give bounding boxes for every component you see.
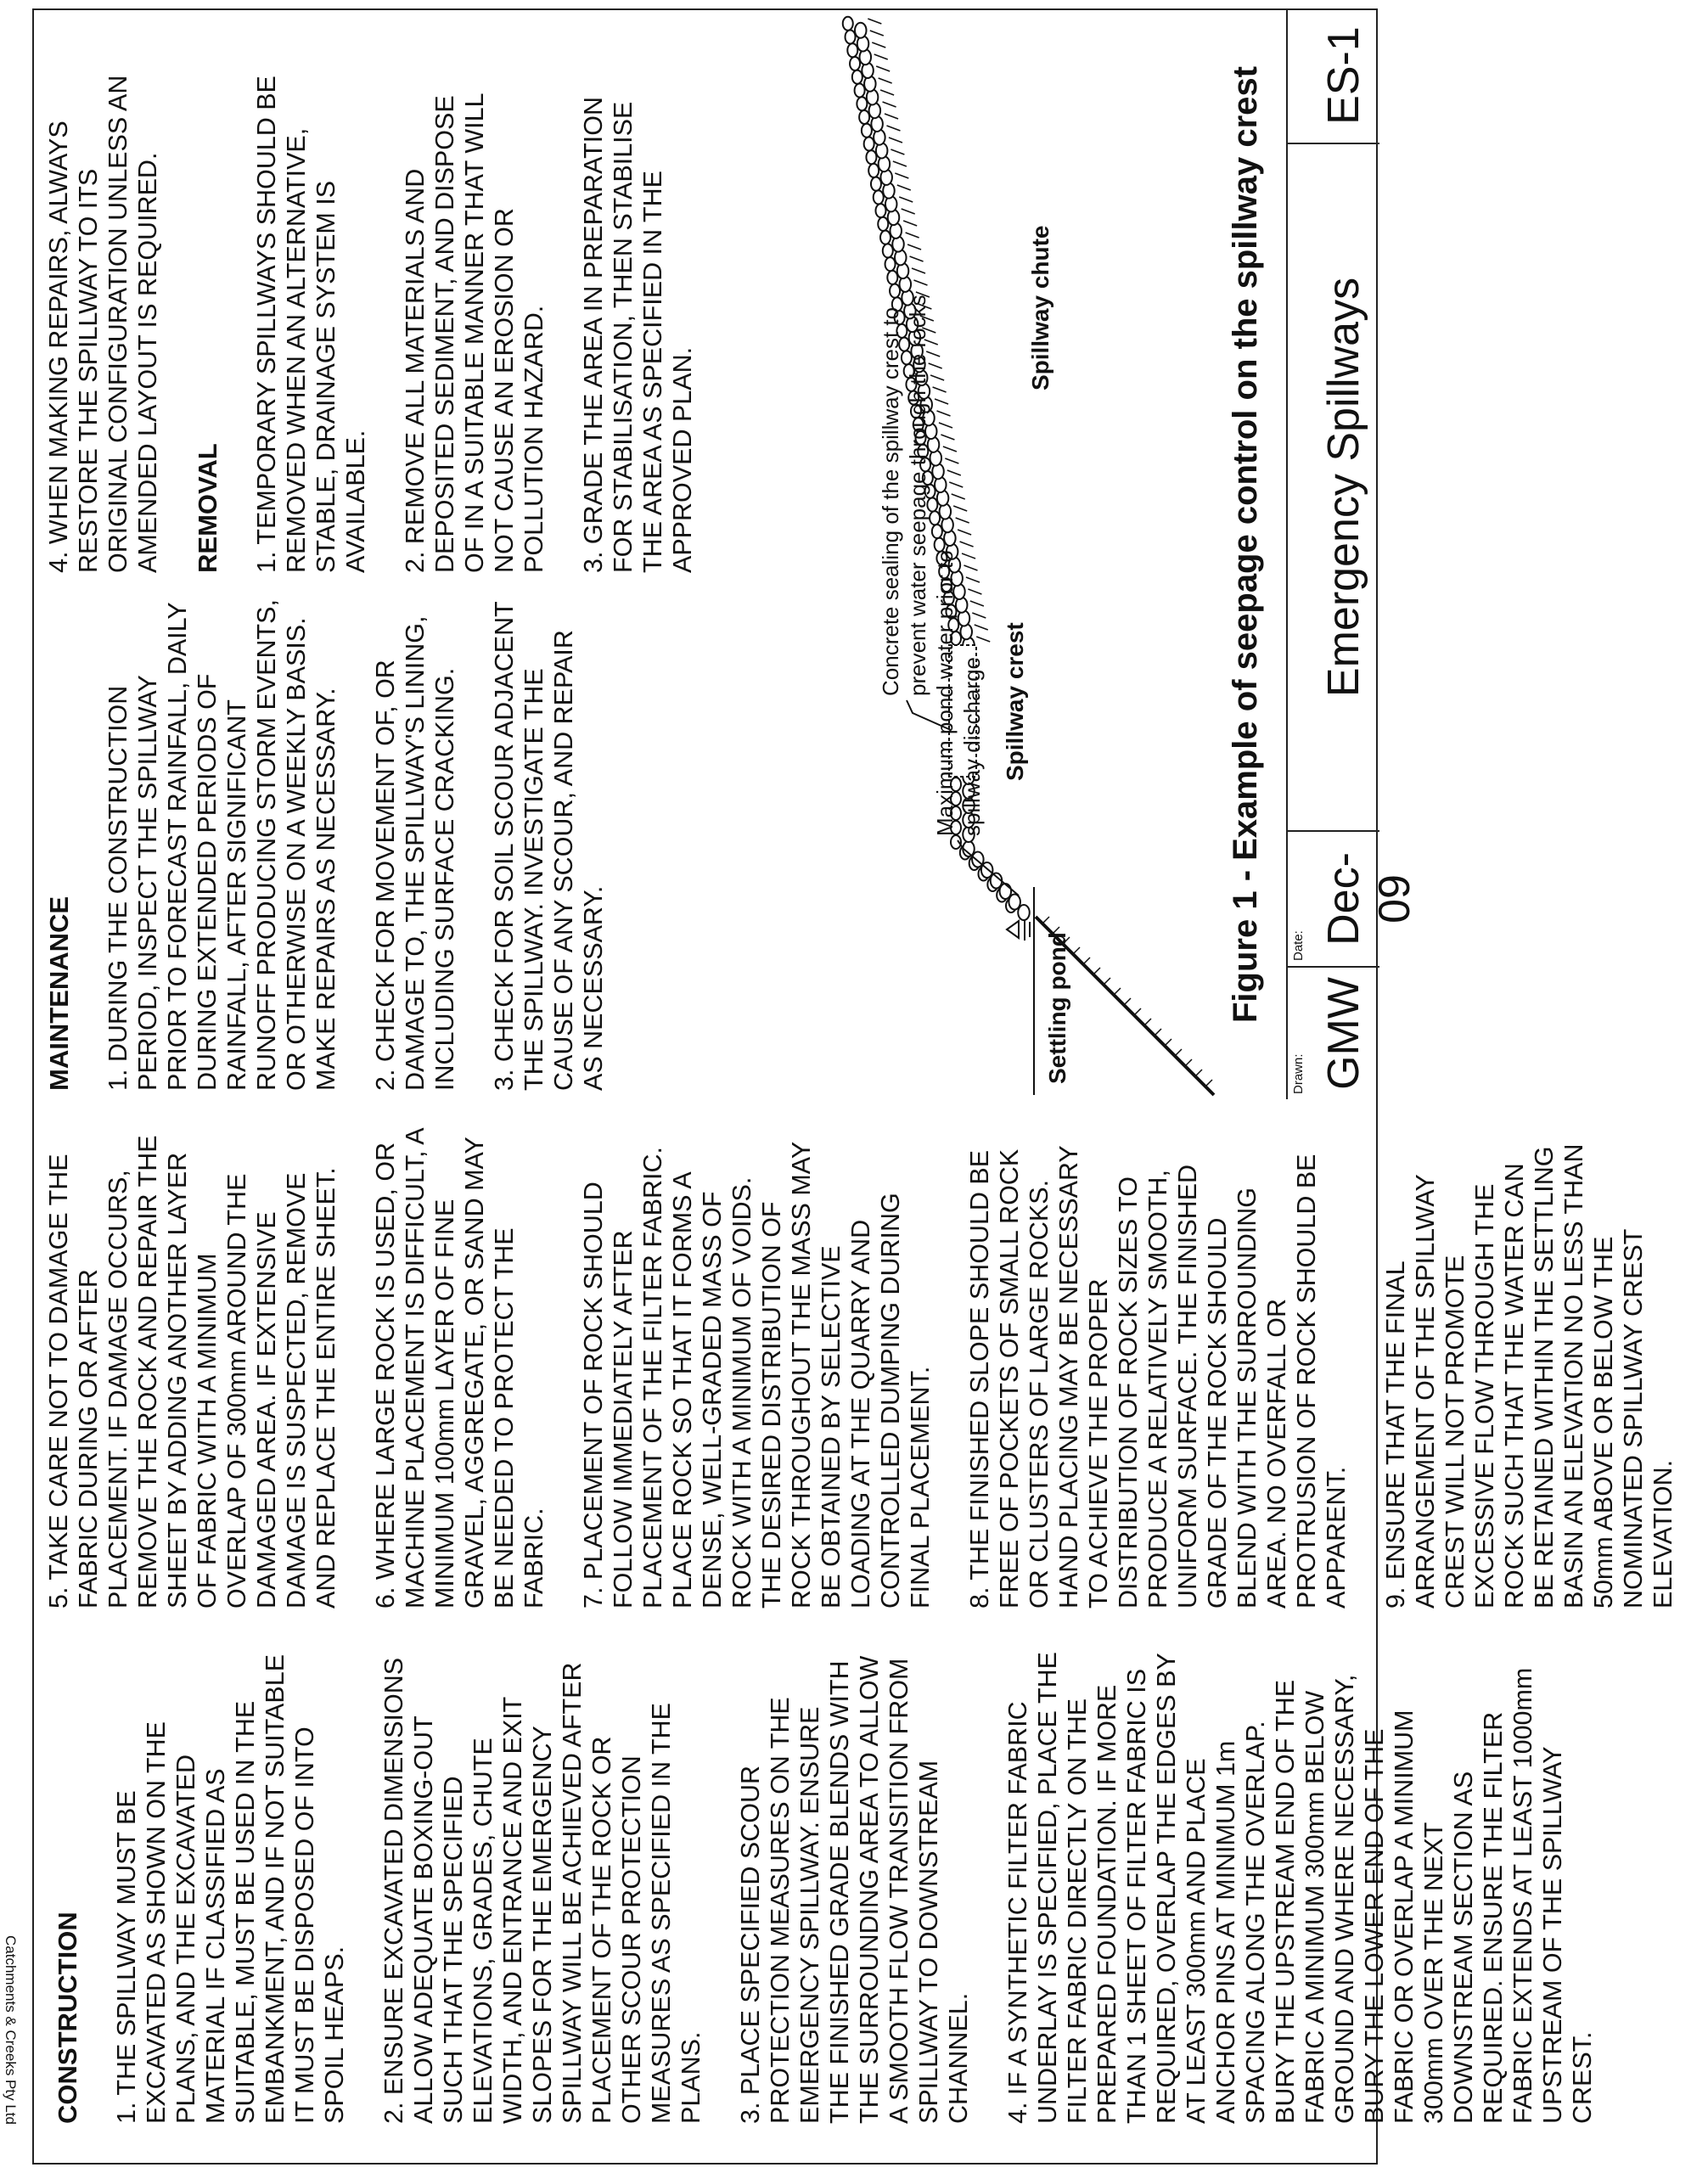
hatch-line bbox=[868, 19, 881, 24]
hatch-line bbox=[949, 482, 963, 487]
drawn-value: GMW bbox=[1319, 977, 1368, 1090]
construction-item: 7. PLACEMENT OF ROCK SHOULD FOLLOW IMMEDIATELY AFTER PLACEMENT OF THE FILTER FABRIC. PLACE ROCK SO THAT IT FORMS A DENSE, WELL-GRADED MASS OF ROCK WITH A MINIMUM OF VOIDS. THE DESIRED DISTRIBUTION OF ROCK THROUGHOUT THE MASS MAY BE OBTAINED BY SELECTIVE LOADING AT THE QUARRY AND CONTROLLED DUMPING DURING FINAL PLACEMENT. bbox=[579, 1142, 935, 1609]
hatch-line bbox=[964, 565, 977, 570]
hatch-line bbox=[960, 542, 974, 547]
hatch-line bbox=[947, 470, 961, 475]
rock bbox=[859, 110, 869, 124]
rock bbox=[887, 271, 897, 284]
pond-water-label-line2: spillway discharge bbox=[959, 657, 985, 836]
date-label: Date: bbox=[1291, 930, 1306, 961]
hatch-line bbox=[885, 114, 898, 119]
credit-text: Catchments & Creeks Pty Ltd bbox=[3, 1935, 19, 2125]
rock bbox=[875, 204, 885, 217]
maintenance-item: 2. CHECK FOR MOVEMENT OF, OR DAMAGE TO, THE SPILLWAY'S LINING, INCLUDING SURFACE CRACKING. bbox=[371, 615, 459, 1091]
hatch-line bbox=[1205, 1080, 1212, 1086]
rock bbox=[855, 83, 865, 97]
construction-item: 2. ENSURE EXCAVATED DIMENSIONS ALLOW ADEQUATE BOXING-OUT SUCH THAT THE SPECIFIED ELEVATIONS, GRADES, CHUTE WIDTH, AND ENTRANCE AND EXIT SLOPES FOR THE EMERGENCY SPILLWAY WILL BE ACHIEVED AFTER PLACEMENT OF THE ROCK OR OTHER SCOUR PROTECTION MEASURES AS SPECIFIED IN THE PLANS. bbox=[379, 1657, 705, 2124]
construction-column-2 bbox=[44, 1125, 1708, 1609]
hatch-line bbox=[880, 90, 894, 95]
rock bbox=[843, 17, 853, 31]
title-cell bbox=[1288, 144, 1379, 832]
hatch-line bbox=[976, 637, 990, 642]
rock bbox=[885, 257, 896, 271]
hatch-line bbox=[1042, 917, 1049, 924]
maintenance-removal-column bbox=[44, 64, 728, 573]
construction-item: 8. THE FINISHED SLOPE SHOULD BE FREE OF POCKETS OF SMALL ROCK OR CLUSTERS OF LARGE ROCKS. HAND PLACING MAY BE NECESSARY TO ACHIEVE THE PROPER DISTRIBUTION OF ROCK SIZES TO PRODUCE A RELATIVELY SMOOTH, UNIFORM SURFACE. THE FINISHED GRADE OF THE ROCK SHOULD BLEND WITH THE SURROUNDING AREA. NO OVERFALL OR PROTRUSION OF ROCK SHOULD BE APPARENT. bbox=[965, 1145, 1351, 1609]
drawing-title: Emergency Spillways bbox=[1319, 277, 1368, 698]
hatch-line bbox=[889, 138, 902, 143]
removal-item: 3. GRADE THE AREA IN PREPARATION FOR STABILISATION, THEN STABILISE THE AREA AS SPECIFIED IN THE APPROVED PLAN. bbox=[579, 96, 697, 573]
rock bbox=[1009, 895, 1020, 910]
water-level-triangle-icon bbox=[1007, 921, 1019, 938]
hatch-line bbox=[1185, 1059, 1192, 1066]
drawn-label: Drawn: bbox=[1291, 1053, 1306, 1094]
rock bbox=[871, 177, 881, 191]
hatch-line bbox=[970, 601, 984, 606]
hatch-line bbox=[1093, 968, 1100, 974]
rock bbox=[850, 57, 860, 70]
hatch-line bbox=[876, 66, 890, 71]
hatch-line bbox=[941, 435, 954, 440]
rock bbox=[932, 525, 942, 538]
drawn-cell bbox=[1288, 968, 1379, 1099]
rock bbox=[1000, 884, 1012, 899]
construction-item: 1. THE SPILLWAY MUST BE EXCAVATED AS SHOWN ON THE PLANS, AND THE EXCAVATED MATERIAL IF CLASSIFIED AS SUITABLE, MUST BE USED IN THE EMBANKMENT, AND IF NOT SUITABLE IT MUST BE DISPOSED OF INTO SPOIL HEAPS. bbox=[112, 1654, 349, 2124]
rock bbox=[930, 511, 940, 525]
rock bbox=[855, 23, 867, 38]
construction-heading: CONSTRUCTION bbox=[53, 1912, 82, 2124]
removal-item: 1. TEMPORARY SPILLWAYS SHOULD BE REMOVED WHEN AN ALTERNATIVE, STABLE, DRAINAGE SYSTEM IS AVAILABLE. bbox=[252, 76, 370, 573]
hatch-line bbox=[883, 102, 896, 107]
hatch-line bbox=[913, 280, 927, 285]
hatch-line bbox=[1083, 957, 1090, 964]
hatch-line bbox=[1124, 998, 1131, 1005]
maintenance-heading: MAINTENANCE bbox=[44, 896, 74, 1091]
hatch-line bbox=[874, 54, 888, 59]
construction-column-1 bbox=[53, 1648, 1627, 2124]
hatch-line bbox=[975, 625, 988, 630]
rock bbox=[883, 244, 893, 257]
maintenance-item: 1. DURING THE CONSTRUCTION PERIOD, INSPECT THE SPILLWAY PRIOR TO FORECAST RAINFALL, DAILY DURING EXTENDED PERIODS OF RAINFALL, AFTER SIGNIFICANT RUNOFF PRODUCING STORM EVENTS, OR OTHERWISE ON A WEEKLY BASIS. MAKE REPAIRS AS NECESSARY. bbox=[104, 599, 340, 1091]
settling-pond-label: Settling pond bbox=[1044, 932, 1070, 1084]
maintenance-column bbox=[44, 598, 638, 1091]
hatch-line bbox=[966, 577, 980, 582]
hatch-line bbox=[945, 458, 958, 463]
hatch-line bbox=[879, 78, 892, 83]
date-cell bbox=[1288, 832, 1419, 968]
hatch-line bbox=[1104, 978, 1110, 985]
rock bbox=[935, 538, 945, 552]
concrete-label-line1: Concrete sealing of the spillway crest to bbox=[878, 306, 903, 696]
hatch-line bbox=[930, 375, 944, 380]
hatch-line bbox=[972, 613, 986, 618]
hatch-line bbox=[935, 399, 948, 404]
hatch-line bbox=[1155, 1029, 1161, 1036]
drawing-code: ES-1 bbox=[1319, 26, 1368, 125]
hatch-line bbox=[1114, 988, 1121, 995]
hatch-line bbox=[1073, 947, 1080, 954]
construction-item: 4. IF A SYNTHETIC FILTER FABRIC UNDERLAY IS SPECIFIED, PLACE THE FILTER FABRIC DIRECTLY ON THE PREPARED FOUNDATION. IF MORE THAN 1 SHEET OF FILTER FABRIC IS REQUIRED, OVERLAP THE EDGES BY AT LEAST 300mm AND PLACE ANCHOR PINS AT MINIMUM 1m SPACING ALONG THE OVERLAP. BURY THE UPSTREAM END OF THE FABRIC A MINIMUM 300mm BELOW GROUND AND WHERE NECESSARY, BURY THE LOWER END OF THE FABRIC OR OVERLAP A MINIMUM 300mm OVER THE NEXT DOWNSTREAM SECTION AS REQUIRED. ENSURE THE FILTER FABRIC EXTENDS AT LEAST 1000mm UPSTREAM OF THE SPILLWAY CREST. bbox=[1003, 1652, 1597, 2124]
hatch-line bbox=[1165, 1039, 1171, 1046]
rock bbox=[846, 30, 856, 43]
code-cell bbox=[1288, 8, 1379, 144]
rock bbox=[847, 43, 857, 57]
construction-item: 5. TAKE CARE NOT TO DAMAGE THE FABRIC DURING OR AFTER PLACEMENT. IF DAMAGE OCCURS, REMOVE THE ROCK AND REPAIR THE SHEET BY ADDING ANOTHER LAYER OF FABRIC WITH A MINIMUM OVERLAP OF 300mm AROUND THE DAMAGED AREA. IF EXTENSIVE DAMAGE IS SUSPECTED, REMOVE AND REPLACE THE ENTIRE SHEET. bbox=[44, 1135, 340, 1609]
hatch-line bbox=[897, 185, 911, 190]
hatch-line bbox=[968, 589, 981, 594]
hatch-line bbox=[933, 387, 947, 392]
hatch-line bbox=[937, 411, 951, 416]
removal-heading: REMOVAL bbox=[193, 443, 222, 573]
hatch-line bbox=[939, 423, 952, 428]
hatch-line bbox=[952, 494, 965, 499]
rock bbox=[857, 97, 867, 110]
hatch-line bbox=[912, 268, 925, 273]
hatch-line bbox=[891, 149, 904, 154]
spillway-chute-label: Spillway chute bbox=[1027, 225, 1053, 390]
hatch-line bbox=[899, 197, 913, 202]
pond-water-label-line1: Maximum pond water prior to bbox=[932, 550, 958, 836]
title-block bbox=[1286, 8, 1419, 1099]
hatch-line bbox=[870, 31, 884, 36]
hatch-line bbox=[929, 363, 942, 368]
hatch-line bbox=[1134, 1008, 1141, 1015]
hatch-line bbox=[1175, 1049, 1182, 1056]
spillway-crest-label: Spillway crest bbox=[1002, 622, 1028, 781]
hatch-line bbox=[958, 530, 971, 535]
rock bbox=[890, 284, 900, 298]
hatch-line bbox=[895, 173, 908, 178]
hatch-line bbox=[893, 161, 907, 166]
hatch-line bbox=[943, 446, 957, 452]
hatch-line bbox=[872, 42, 885, 48]
date-value: Dec-09 bbox=[1319, 852, 1419, 946]
hatch-line bbox=[910, 256, 924, 261]
hatch-line bbox=[903, 221, 917, 226]
removal-item: 2. REMOVE ALL MATERIALS AND DEPOSITED SEDIMENT, AND DISPOSE OF IN A SUITABLE MANNER THAT WILL NOT CAUSE AN EROSION OR POLLUTION HAZARD. bbox=[401, 93, 548, 573]
rock bbox=[852, 70, 862, 84]
hatch-line bbox=[953, 506, 967, 511]
construction-item: 3. PLACE SPECIFIED SCOUR PROTECTION MEASURES ON THE EMERGENCY SPILLWAY. ENSURE THE FINISHED GRADE BLENDS WITH THE SURROUNDING AREA TO ALLOW A SMOOTH FLOW TRANSITION FROM SPILLWAY TO DOWNSTREAM CHANNEL. bbox=[736, 1655, 973, 2124]
rock bbox=[874, 190, 884, 204]
hatch-line bbox=[907, 244, 921, 250]
hatch-line bbox=[1144, 1019, 1151, 1025]
rock bbox=[878, 217, 888, 231]
hatch-line bbox=[1195, 1070, 1202, 1076]
hatch-line bbox=[902, 209, 915, 214]
rock bbox=[1018, 905, 1030, 920]
hatch-line bbox=[956, 518, 969, 523]
construction-item: 9. ENSURE THAT THE FINAL ARRANGEMENT OF THE SPILLWAY CREST WILL NOT PROMOTE EXCESSIVE FLOW THROUGH THE ROCK SUCH THAT THE WATER CAN BE RETAINED WITHIN THE SETTLING BASIN AN ELEVATION NO LESS THAN 50mm ABOVE OR BELOW THE NOMINATED SPILLWAY CREST ELEVATION. bbox=[1381, 1143, 1677, 1609]
rock bbox=[868, 164, 879, 177]
concrete-label-line2: prevent water seepage through the rocks bbox=[905, 295, 930, 696]
maintenance-item: 3. CHECK FOR SOIL SCOUR ADJACENT THE SPILLWAY. INVESTIGATE THE CAUSE OF ANY SCOUR, AND REPAIR AS NECESSARY. bbox=[490, 601, 608, 1091]
maintenance-item: 4. WHEN MAKING REPAIRS, ALWAYS RESTORE THE SPILLWAY TO ITS ORIGINAL CONFIGURATION UNLESS AN AMENDED LAYOUT IS REQUIRED. bbox=[44, 75, 162, 573]
figure-title: Figure 1 - Example of seepage control on the spillway crest bbox=[1227, 66, 1264, 1023]
rock bbox=[864, 137, 874, 150]
hatch-line bbox=[886, 126, 900, 131]
rock bbox=[880, 231, 891, 244]
rock bbox=[866, 150, 876, 164]
hatch-line bbox=[906, 233, 919, 238]
rock bbox=[862, 124, 872, 138]
hatch-line bbox=[962, 553, 975, 559]
construction-item: 6. WHERE LARGE ROCK IS USED, OR MACHINE PLACEMENT IS DIFFICULT, A MINIMUM 100mm LAYER OF FINE GRAVEL, AGGREGATE, OR SAND MAY BE NEEDED TO PROTECT THE FABRIC. bbox=[371, 1129, 548, 1609]
